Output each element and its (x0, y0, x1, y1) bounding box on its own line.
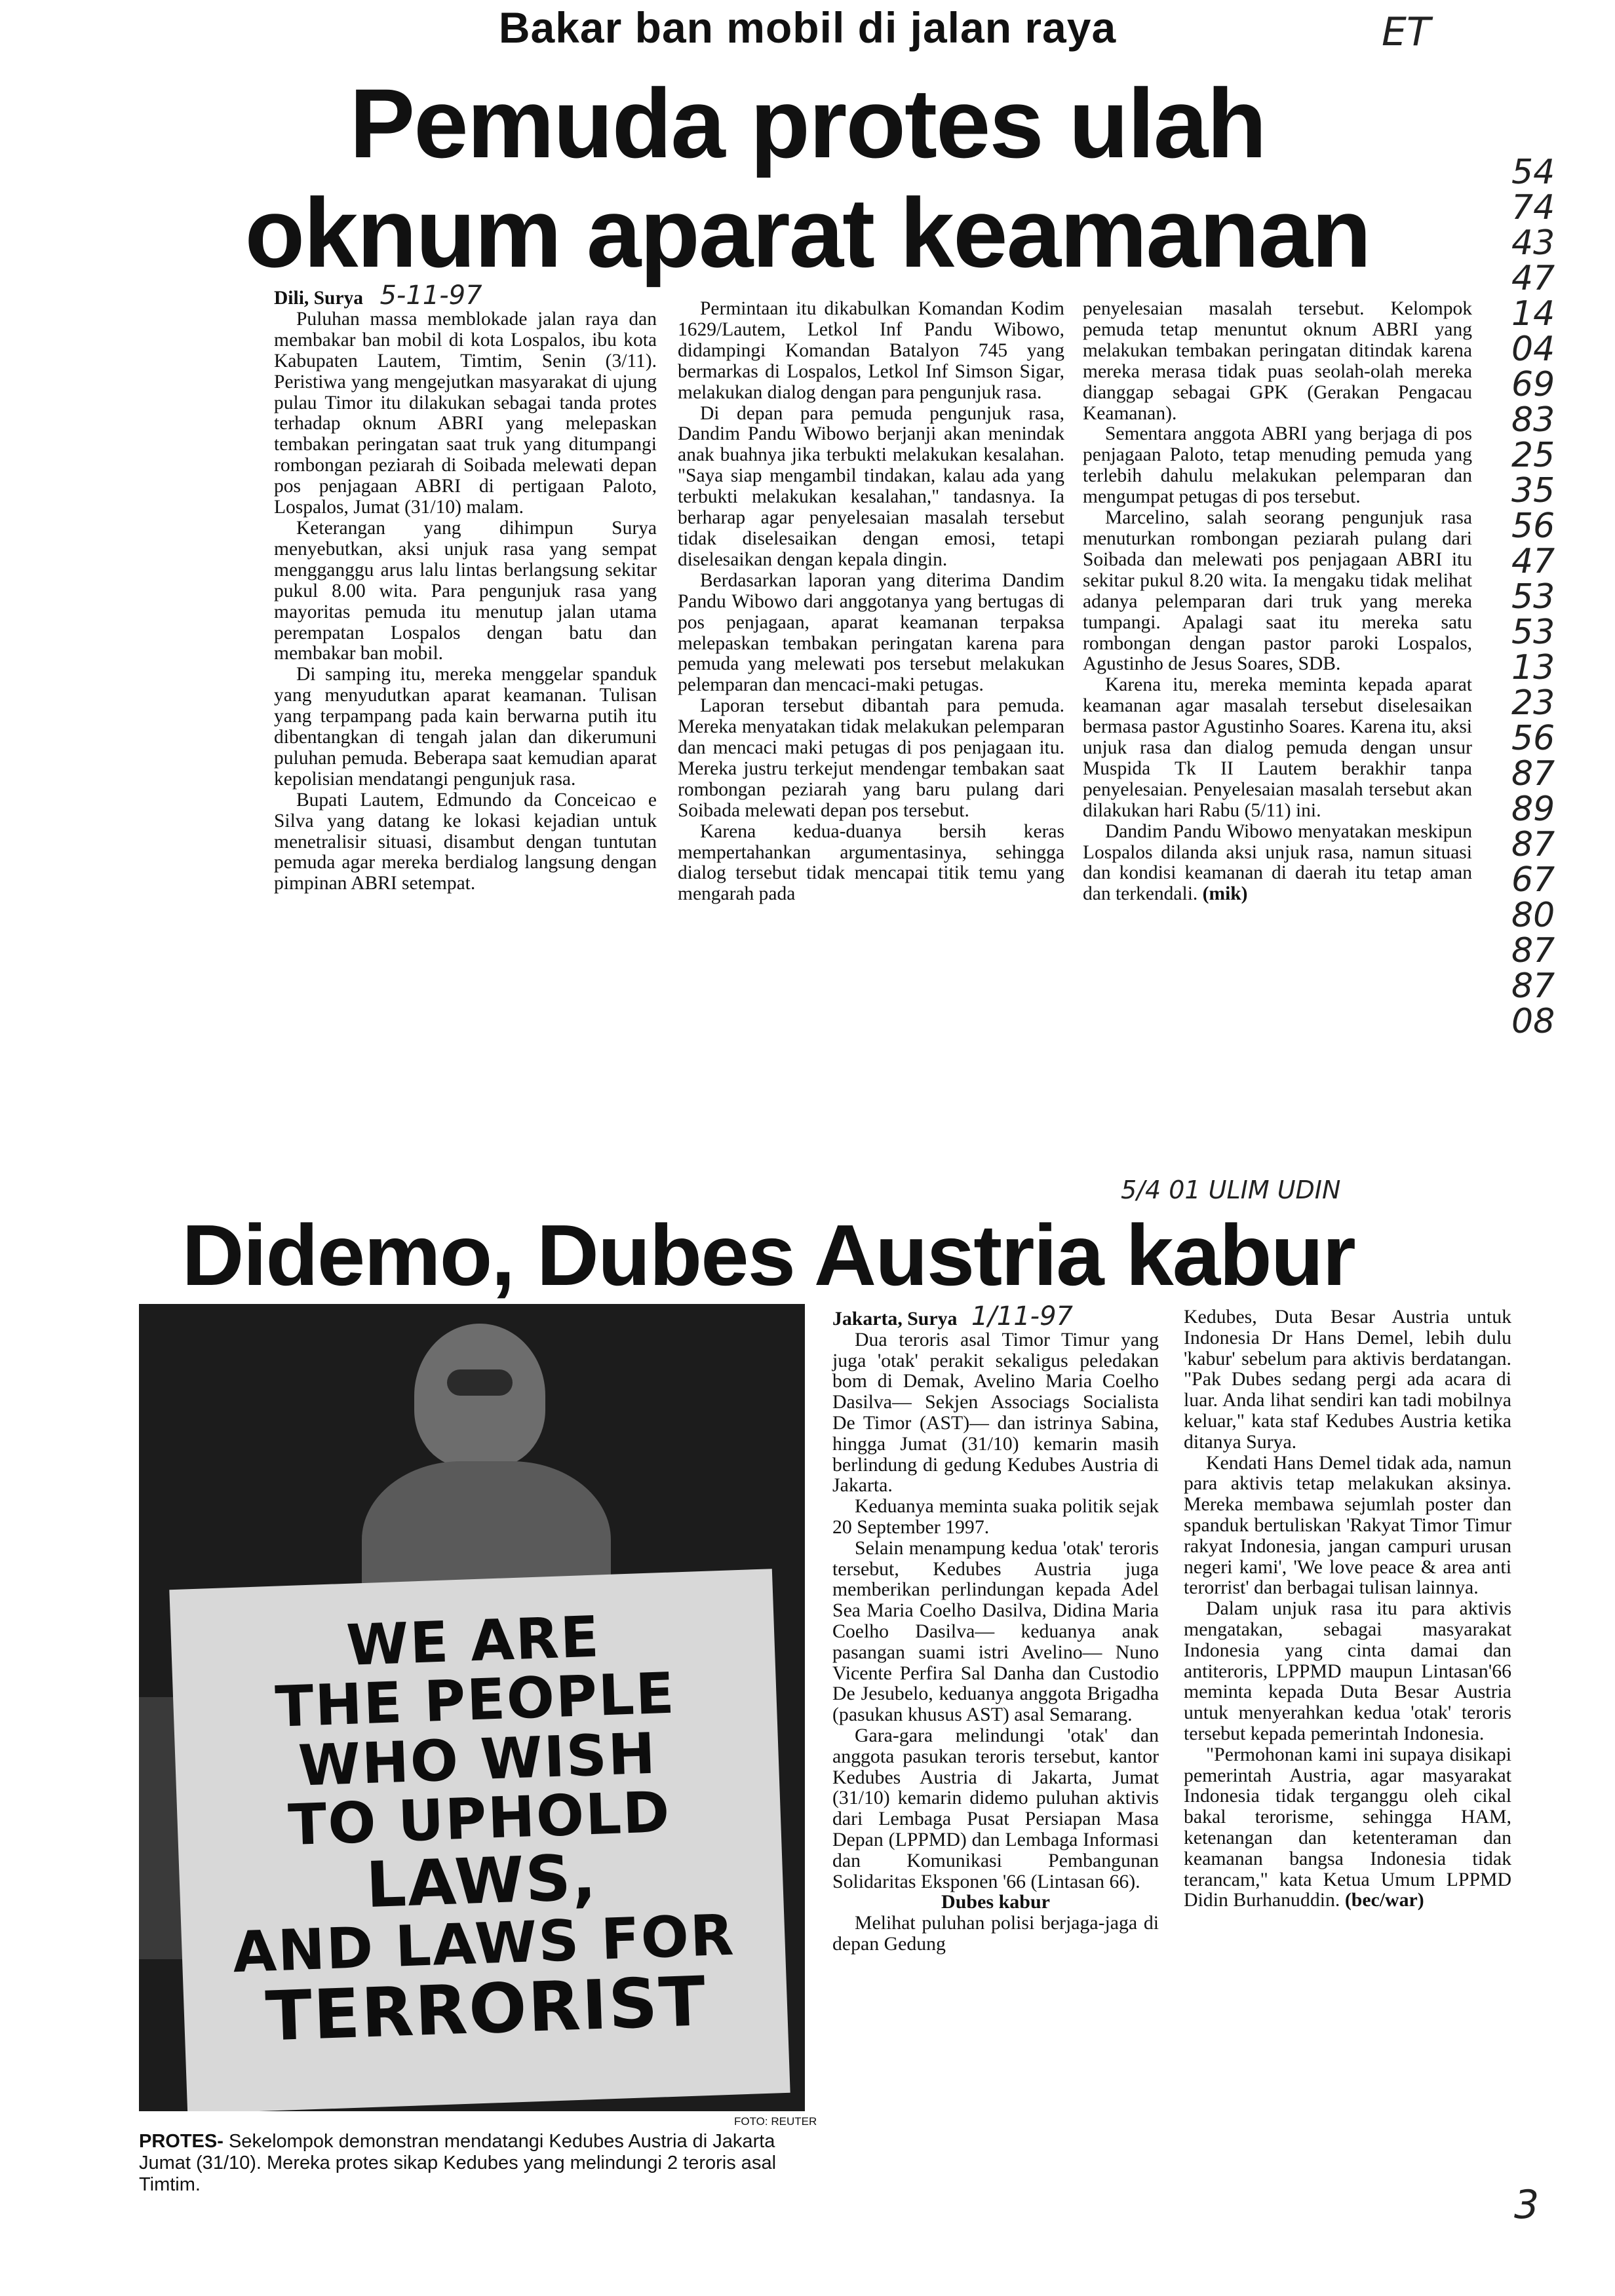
article2-byline: (bec/war) (1344, 1889, 1424, 1911)
article1-col3-p3: Marcelino, salah seorang pengunjuk rasa menuturkan rombongan peziarah pulang dari Soibada dan melewati pos penjagaan ABRI itu sekitar pukul 8.20 wita. Ia mengaku tidak melihat adanya pelemparan dari truk yang mereka tumpangi. Apalagi saat itu mereka satu rombongan dengan pastor paroki Lospalos, Agustinho de Jesus Soares, SDB. (1083, 507, 1472, 675)
article1-col3-p5: Dandim Pandu Wibowo menyatakan meskipun Lospalos dilanda aksi unjuk rasa, namun situasi dan kondisi keamanan di daerah itu tetap aman dan terkendali. (1083, 820, 1472, 905)
article1-col1-p2: Keterangan yang dihimpun Surya menyebutkan, aksi unjuk rasa yang sempat mengganggu arus lalu lintas berlangsung sekitar pukul 8.00 wita. Para pengunjuk rasa yang mayoritas pemuda itu menutup jalan utama perempatan Lospalos dengan batu dan membakar ban mobil. (274, 517, 657, 664)
article2-handwritten-date: 1/11-97 (971, 1301, 1073, 1331)
article2-col1-p1: Dua teroris asal Timor Timur yang juga 'otak' perakit sekaligus peledakan bom di Demak, Avelino Maria Coelho Dasilva— Sekjen Associags Socialista De Timor (AST)— dan istrinya Sabina, hingga Jumat (31/10) kemarin masih berlindung di gedung Kedubes Austria di Jakarta. (832, 1328, 1159, 1497)
photo-caption (139, 2131, 805, 2196)
caption-lead: PROTES- (139, 2131, 224, 2152)
article2-col1-p2: Keduanya meminta suaka politik sejak 20 September 1997. (832, 1495, 1159, 1538)
article2-headline: Didemo, Dubes Austria kabur (182, 1207, 1355, 1303)
annotation-bottom-right: 3 (1514, 2182, 1540, 2228)
article2-col2-p1: Kedubes, Duta Besar Austria untuk Indonesia Dr Hans Demel, lebih dulu 'kabur' sebelum para aktivis berdatangan. "Pak Dubes sedang pergi ada acara di luar. Anda lihat sendiri kan tadi mobilnya keluar," kata staf Kedubes Austria ketika ditanya Surya. (1184, 1306, 1511, 1453)
caption-text: Sekelompok demonstran mendatangi Kedubes Austria di Jakarta Jumat (31/10). Mereka protes sikap Kedubes yang melindungi 2 teroris asal Timtim. (139, 2131, 777, 2195)
sign-text: WE ARE THE PEOPLE WHO WISH TO UPHOLD LAWS, AND LAWS FOR TERRORIST (231, 1604, 736, 2057)
article1-handwritten-date: 5-11-97 (379, 280, 482, 311)
article1-col2-p5: Karena kedua-duanya bersih keras mempertahankan argumentasinya, sehingga dialog tersebut tidak mencapai titik temu yang mengarah pada (678, 820, 1064, 905)
article1-col1-p3: Di samping itu, mereka menggelar spanduk yang menyudutkan aparat keamanan. Tulisan yang terpampang pada kain berwarna putih itu dibentangkan di tengah jalan dan dikerumuni puluhan pemuda. Beberapa saat kemudian aparat kepolisian mendatangi pengunjuk rasa. (274, 664, 657, 790)
article2-col1-p4: Gara-gara melindungi 'otak' dan anggota pasukan teroris tersebut, kantor Kedubes Austria di Jakarta, Jumat (31/10) kemarin didemo puluhan aktivis dari Lembaga Pusat Persiapan Masa Depan (LPPMD) dan Lembaga Informasi dan Komunikasi Pembangunan Solidaritas Eksponen '66 (Lintasan 66). (832, 1724, 1159, 1892)
article1-column-3 (1083, 299, 1472, 905)
article1-col1-p4: Bupati Lautem, Edmundo da Conceicao e Silva yang datang ke lokasi kejadian untuk menetralisir situasi, disambut dengan tuntutan pemuda agar mereka berdialog langsung dengan pimpinan ABRI setempat. (274, 789, 657, 894)
article1-col3-p1: penyelesaian masalah tersebut. Kelompok pemuda tetap menuntut oknum ABRI yang melakukan tembakan peringatan ditindak karena mereka merasa tidak puas seolah-olah mereka dianggap sebagai GPK (Gerakan Pengacau Keamanan). (1083, 298, 1472, 424)
article2-column-2 (1184, 1307, 1511, 1911)
article2-dateline: Jakarta, Surya (832, 1308, 958, 1330)
protest-photo (139, 1304, 805, 2111)
article1-headline-line1: Pemuda protes ulah (349, 68, 1266, 178)
article2-col1-p3: Selain menampung kedua 'otak' teroris tersebut, Kedubes Austria juga memberikan perlindungan kepada Adel Sea Maria Coelho Dasilva, Didina Maria Coelho Dasilva— keduanya anak pasangan suami istri Avelino— Nuno Vicente Perfira Sal Danha dan Custodio De Jesubelo, keduanya anggota Brigadha (pasukan khusus AST) asal Semarang. (832, 1537, 1159, 1726)
article2-subhead: Dubes kabur (941, 1891, 1050, 1913)
article1-column-1 (274, 280, 657, 894)
annotation-top-right: ET (1382, 9, 1431, 55)
article1-byline: (mik) (1202, 883, 1248, 905)
article2-col1-p5: Melihat puluhan polisi berjaga-jaga di depan Gedung (832, 1912, 1159, 1955)
annotation-middle-note: 5/4 01 ULIM UDIN (1121, 1176, 1341, 1204)
article2-col2-p3: Dalam unjuk rasa itu para aktivis mengatakan, sebagai masyarakat Indonesia yang cinta damai dan antiteroris, LPPMD maupun Lintasan'66 meminta kepada Duta Besar Austria untuk menyerahkan kedua 'otak' teroris tersebut kepada pemerintah Indonesia. (1184, 1598, 1511, 1744)
article1-col2-p1: Permintaan itu dikabulkan Komandan Kodim 1629/Lautem, Letkol Inf Pandu Wibowo, didampingi Komandan Batalyon 745 yang bermarkas di Lospalos, Letkol Inf Simson Sigar, melakukan dialog dengan para pengunjuk rasa. (678, 298, 1064, 403)
protester-face (447, 1369, 513, 1396)
article1-dateline: Dili, Surya (274, 288, 364, 309)
article1-kicker: Bakar ban mobil di jalan raya (498, 3, 1117, 52)
photo-credit: FOTO: REUTER (734, 2115, 817, 2128)
article1-col2-p4: Laporan tersebut dibantah para pemuda. Mereka menyatakan tidak melakukan pelemparan dan mencaci maki petugas di pos penjagaan itu. Mereka justru terkejut mendengar tembakan saat rombongan peziarah yang baru pulang dari Soibada melewati depan pos tersebut. (678, 695, 1064, 821)
article1-col3-p2: Sementara anggota ABRI yang berjaga di pos penjagaan Paloto, tetap menuding pemuda yang terlebih dahulu melakukan pelemparan dan mengumpat petugas di pos tersebut. (1083, 423, 1472, 508)
article2-column-1 (832, 1301, 1159, 1955)
article1-col2-p3: Berdasarkan laporan yang diterima Dandim Pandu Wibowo dari anggotanya yang bertugas di pos penjagaan, aparat keamanan terpaksa melepaskan tembakan peringatan karena para pemuda yang melewati pos tersebut melakukan pelemparan dan mencaci-maki petugas. (678, 569, 1064, 696)
protester-head (414, 1324, 545, 1468)
article1-col1-p1: Puluhan massa memblokade jalan raya dan membakar ban mobil di kota Lospalos, ibu kota Kabupaten Lautem, Timtim, Senin (3/11). Peristiwa yang mengejutkan masyarakat di ujung pulau Timor itu dilakukan sebagai tanda protes terhadap oknum ABRI yang melepaskan tembakan peringatan saat truk yang ditumpangi rombongan peziarah di Soibada melewati depan pos penjagaan ABRI di pertigaan Paloto, Lospalos, Jumat (31/10) malam. (274, 308, 657, 518)
article1-column-2 (678, 299, 1064, 905)
article1-col3-p4: Karena itu, mereka meminta kepada aparat keamanan agar masalah tersebut diselesaikan bermasa pastor Agustinho Soares. Karena itu, aksi unjuk rasa dan dialog pemuda dengan unsur Muspida Tk II Lautem berakhir tanpa penyelesaian. Penyelesaian masalah tersebut akan dilakukan hari Rabu (5/11) ini. (1083, 674, 1472, 821)
annotation-margin-numbers: 54 74 43 47 14 04 69 83 25 35 56 47 53 53 13 23 56 87 89 87 67 80 87 87 08 (1511, 153, 1555, 1041)
article2-col2-p4: "Permohonan kami ini supaya disikapi pemerintah Austria, agar masyarakat Indonesia tidak terganggu oleh cikal bakal terorisme, sehingga HAM, ketenangan dan ketenteraman dan keamanan bangsa Indonesia tidak terancam," kata Ketua Umum LPPMD Didin Burhanuddin. (1184, 1743, 1511, 1911)
article2-col2-p2: Kendati Hans Demel tidak ada, namun para aktivis tetap melakukan aksinya. Mereka membawa sejumlah poster dan spanduk bertuliskan 'Rakyat Timor Timur rakyat Indonesia, jangan campuri urusan negeri kami', 'We love peace & area anti terorrist' dan berbagai tulisan lainnya. (1184, 1451, 1511, 1599)
article1-headline-line2: oknum aparat keamanan (244, 178, 1371, 288)
article1-col2-p2: Di depan para pemuda pengunjuk rasa, Dandim Pandu Wibowo berjanji akan menindak anak buahnya jika terbukti melakukan kesalahan. "Saya siap mengambil tindakan, kalau ada yang terbukti melakukan kesalahan," tandasnya. Ia berharap agar penyelesaian masalah tersebut tidak diselesaikan dengan emosi, tetapi diselesaikan dengan kepala dingin. (678, 402, 1064, 570)
